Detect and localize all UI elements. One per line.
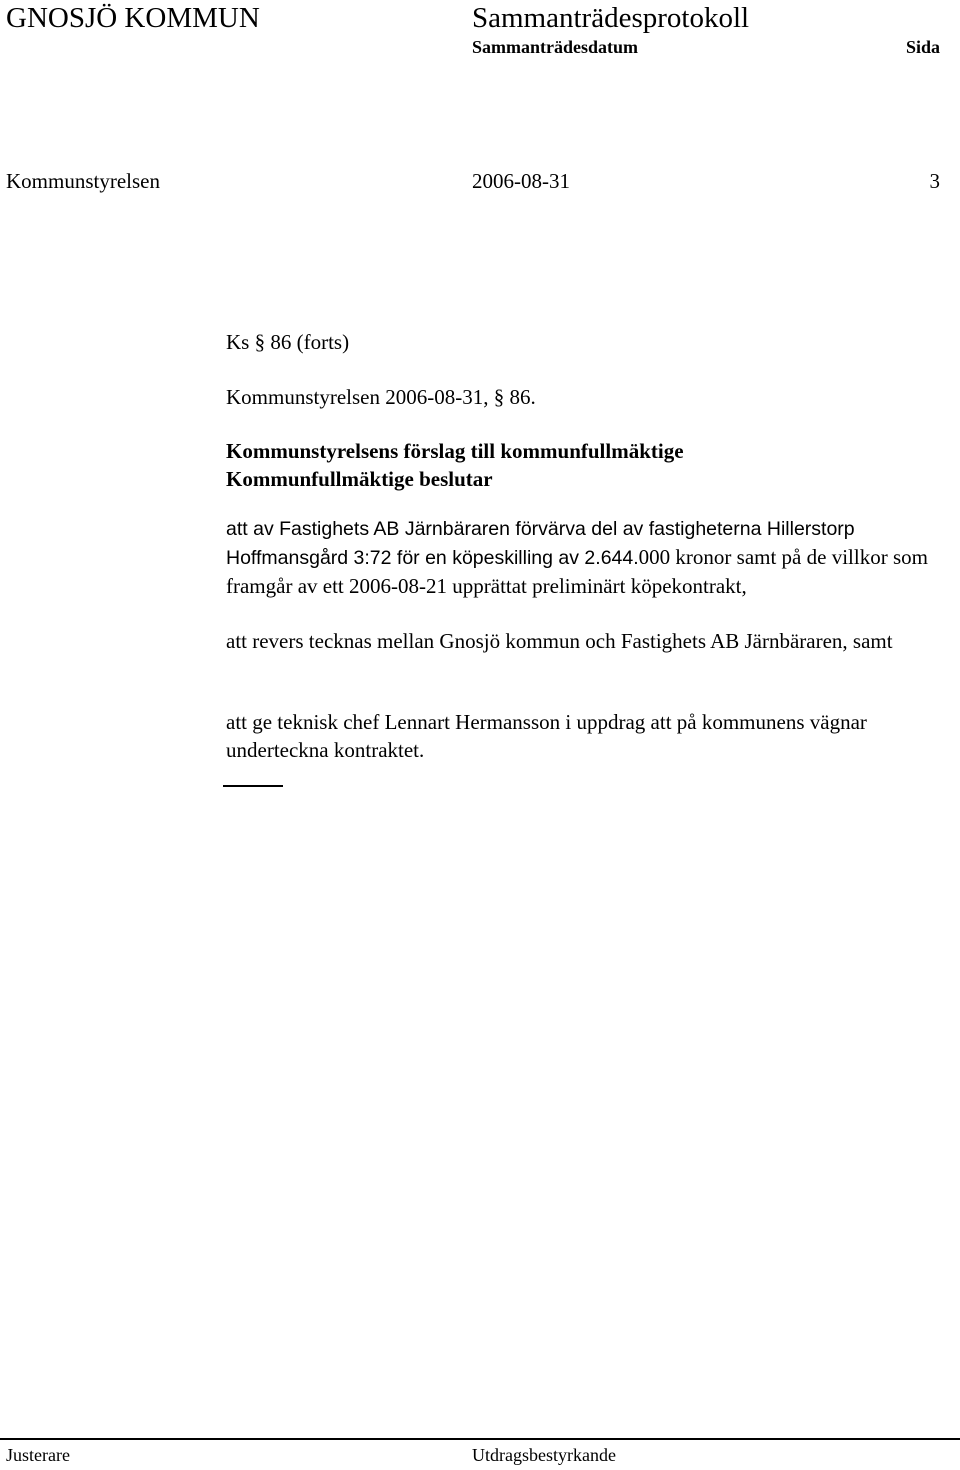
document-title: Sammanträdesprotokoll [472,2,750,34]
section-sub-reference: Kommunstyrelsen 2006-08-31, § 86. [226,385,536,409]
decision-clause-1-part-1: att av Fastighets AB Järnbäraren förvärva del av fastigheterna Hillerstorp Hoffmansgård 3:72 för en köpeskilling av 2.644. [226,518,855,569]
decision-clause-1-part-2: 000 kronor samt på de villkor som framgår av ett 2006-08-21 upprättat preliminärt köpekontrakt, [226,545,928,598]
section-end-rule [223,785,283,787]
proposal-heading-line-1: Kommunstyrelsens förslag till kommunfullmäktige [226,439,684,463]
section-reference: Ks § 86 (forts) [226,330,350,354]
decision-clause-1 [226,515,952,601]
footer-divider [0,1438,960,1440]
proposal-heading-line-2: Kommunfullmäktige beslutar [226,467,493,491]
proposal-heading [226,437,952,493]
footer-justerare-label: Justerare [6,1445,70,1465]
meeting-date: 2006-08-31 [472,169,570,193]
organization-name: GNOSJÖ KOMMUN [6,2,260,34]
decision-clause-2: att revers tecknas mellan Gnosjö kommun och Fastighets AB Järnbäraren, samt [226,629,893,653]
page-number: 3 [929,169,940,193]
meeting-body: Kommunstyrelsen [6,169,160,193]
footer-utdragsbestyrkande-label: Utdragsbestyrkande [472,1445,616,1465]
page-column-label: Sida [905,37,940,57]
date-column-label: Sammanträdesdatum [472,37,639,57]
decision-clause-3: att ge teknisk chef Lennart Hermansson i uppdrag att på kommunens vägnar underteckna kontraktet. [226,710,867,762]
